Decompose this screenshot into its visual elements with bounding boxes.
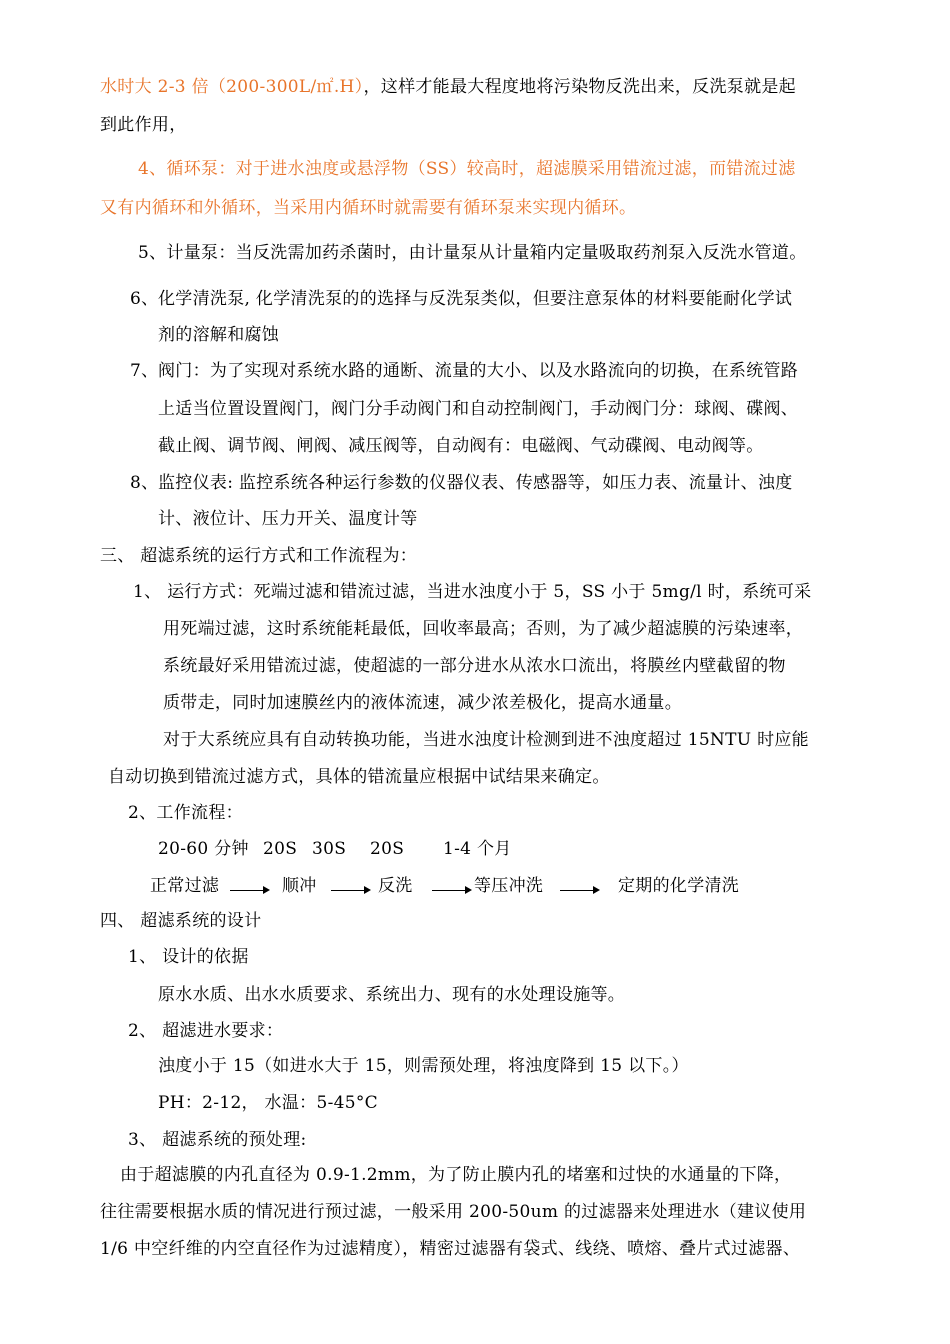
workflow-heading: 2、工作流程： bbox=[128, 803, 243, 823]
item-instruments-line2: 计、液位计、压力开关、温度计等 bbox=[158, 509, 418, 529]
paragraph-backwash-end-line2: 到此作用， bbox=[100, 115, 187, 135]
workflow-arrow-3 bbox=[432, 890, 470, 891]
inlet-turbidity: 浊度小于 15（如进水大于 15，则需预处理，将浊度降到 15 以下。） bbox=[158, 1056, 689, 1076]
item7-number: 7、 bbox=[130, 361, 159, 381]
item-chemical-pump-line2: 剂的溶解和腐蚀 bbox=[158, 325, 280, 345]
item-circulation-pump-line2: 又有内循环和外循环，当采用内循环时就需要有循环泵来实现内循环。 bbox=[100, 198, 637, 218]
workflow-step-isobaric-flush: 等压冲洗 bbox=[474, 876, 544, 896]
workflow-arrow-4 bbox=[560, 890, 598, 891]
item-chemical-pump-line1: 化学清洗泵, 化学清洗泵的的选择与反洗泵类似，但要注意泵体的材料要能耐化学试 bbox=[158, 289, 793, 309]
item-circulation-pump-line1: 4、循环泵：对于进水浊度或悬浮物（SS）较高时，超滤膜采用错流过滤，而错流过滤 bbox=[138, 159, 796, 179]
workflow-time-4: 20S bbox=[370, 839, 405, 859]
pretreatment-heading: 3、 超滤系统的预处理: bbox=[128, 1130, 307, 1150]
item6-number: 6、 bbox=[130, 289, 159, 309]
section-four-heading: 四、 超滤系统的设计 bbox=[100, 911, 262, 931]
workflow-time-5: 1-4 个月 bbox=[443, 839, 512, 859]
inlet-requirements-heading: 2、 超滤进水要求： bbox=[128, 1021, 284, 1041]
inlet-ph-temperature: PH：2-12， 水温：5-45°C bbox=[158, 1093, 378, 1113]
workflow-step-backwash: 反洗 bbox=[378, 876, 413, 896]
pretreatment-line3: 1/6 中空纤维的内空直径作为过滤精度），精密过滤器有袋式、线绕、喷熔、叠片式过滤器、 bbox=[100, 1239, 801, 1259]
item-valves-line2: 上适当位置设置阀门，阀门分手动阀门和自动控制阀门，手动阀门分：球阀、碟阀、 bbox=[158, 399, 799, 419]
item-metering-pump: 5、计量泵：当反洗需加药杀菌时，由计量泵从计量箱内定量吸取药剂泵入反洗水管道。 bbox=[138, 243, 807, 263]
item8-number: 8、 bbox=[130, 473, 159, 493]
workflow-arrow-1 bbox=[230, 890, 268, 891]
item-valves-line3: 截止阀、调节阀、闸阀、减压阀等，自动阀有：电磁阀、气动碟阀、电动阀等。 bbox=[158, 436, 764, 456]
design-basis-heading: 1、 设计的依据 bbox=[128, 947, 249, 967]
design-basis-text: 原水水质、出水水质要求、系统出力、现有的水处理设施等。 bbox=[158, 985, 626, 1005]
workflow-step-forward-flush: 顺冲 bbox=[282, 876, 317, 896]
paragraph-backwash-end-line1 bbox=[100, 75, 796, 99]
workflow-time-1: 20-60 分钟 bbox=[158, 839, 249, 859]
workflow-time-2: 20S bbox=[263, 839, 298, 859]
operation-mode-line2: 用死端过滤，这时系统能耗最低，回收率最高；否则，为了减少超滤膜的污染速率， bbox=[163, 619, 804, 639]
workflow-time-3: 30S bbox=[312, 839, 347, 859]
body-text: ，这样才能最大程度地将污染物反洗出来，反洗泵就是起 bbox=[363, 77, 796, 97]
highlight-text: 水时大 2-3 倍（200-300L/㎡.H） bbox=[100, 77, 364, 97]
operation-mode-line3: 系统最好采用错流过滤，使超滤的一部分进水从浓水口流出，将膜丝内壁截留的物 bbox=[163, 656, 786, 676]
item-valves-line1: 阀门：为了实现对系统水路的通断、流量的大小、以及水路流向的切换，在系统管路 bbox=[158, 361, 799, 381]
operation-mode-line4: 质带走，同时加速膜丝内的液体流速，减少浓差极化，提高水通量。 bbox=[163, 693, 682, 713]
pretreatment-line1: 由于超滤膜的内孔直径为 0.9-1.2mm，为了防止膜内孔的堵塞和过快的水通量的下降， bbox=[120, 1165, 792, 1185]
workflow-step-normal-filtration: 正常过滤 bbox=[150, 876, 220, 896]
item-instruments-line1: 监控仪表: 监控系统各种运行参数的仪器仪表、传感器等，如压力表、流量计、浊度 bbox=[158, 473, 793, 493]
operation-mode-line5: 对于大系统应具有自动转换功能，当进水浊度计检测到进不浊度超过 15NTU 时应能 bbox=[163, 730, 809, 750]
workflow-step-chemical-cleaning: 定期的化学清洗 bbox=[618, 876, 740, 896]
section-three-heading: 三、 超滤系统的运行方式和工作流程为： bbox=[100, 546, 418, 566]
workflow-arrow-2 bbox=[331, 890, 369, 891]
operation-mode-line1: 1、 运行方式：死端过滤和错流过滤，当进水浊度小于 5，SS 小于 5mg/l 时，系统可采 bbox=[133, 582, 812, 602]
operation-mode-line6: 自动切换到错流过滤方式，具体的错流量应根据中试结果来确定。 bbox=[108, 767, 610, 787]
pretreatment-line2: 往往需要根据水质的情况进行预过滤，一般采用 200-50um 的过滤器来处理进水（建议使用 bbox=[100, 1202, 807, 1222]
